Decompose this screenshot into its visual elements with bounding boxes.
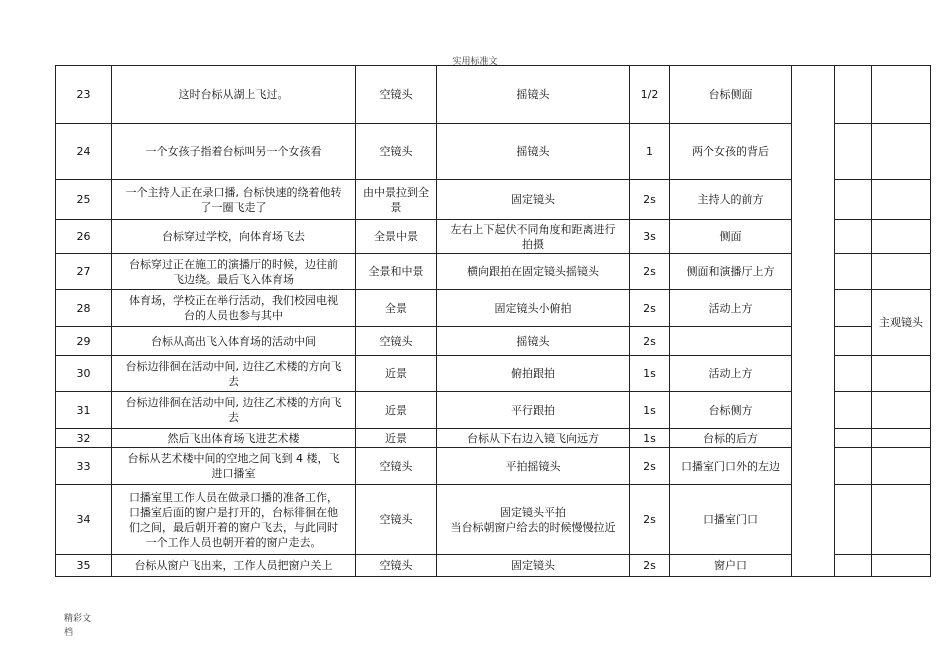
blank-cell xyxy=(835,485,872,555)
shot-size: 全景中景 xyxy=(356,220,437,254)
duration: 2s xyxy=(630,290,670,327)
scene-description: 台标穿过学校，向体育场飞去 xyxy=(112,220,356,254)
scene-description: 这时台标从湖上飞过。 xyxy=(112,66,356,124)
footer-line-2: 档 xyxy=(64,628,74,638)
camera-movement: 固定镜头 xyxy=(437,555,630,577)
shot-number: 35 xyxy=(56,555,112,577)
shot-number: 24 xyxy=(56,124,112,180)
shot-size: 空镜头 xyxy=(356,327,437,356)
shot-size: 近景 xyxy=(356,429,437,448)
shot-number: 29 xyxy=(56,327,112,356)
blank-cell xyxy=(835,429,872,448)
blank-cell xyxy=(835,327,872,356)
duration: 2s xyxy=(630,254,670,290)
camera-movement: 摇镜头 xyxy=(437,66,630,124)
footer-line-1: 精彩文 xyxy=(64,614,92,624)
blank-cell xyxy=(835,180,872,220)
duration: 2s xyxy=(630,180,670,220)
scene-description: 台标边徘徊在活动中间, 边往乙术楼的方向飞 去 xyxy=(112,392,356,429)
camera-angle: 侧面 xyxy=(670,220,792,254)
shot-number: 32 xyxy=(56,429,112,448)
duration: 2s xyxy=(630,327,670,356)
scene-description: 台标从高出飞入体育场的活动中间 xyxy=(112,327,356,356)
blank-cell xyxy=(872,124,931,180)
scene-description: 台标从窗户飞出来，工作人员把窗户关上 xyxy=(112,555,356,577)
camera-movement: 平拍摇镜头 xyxy=(437,448,630,485)
scene-description: 口播室里工作人员在做录口播的准备工作， 口播室后面的窗户是打开的，台标徘徊在他 们之间，最后朝开着的窗户飞去，与此同时 一个工作人员也朝开着的窗户走去。 xyxy=(112,485,356,555)
scene-description: 体育场，学校正在举行活动，我们校园电视 台的人员也参与其中 xyxy=(112,290,356,327)
blank-cell xyxy=(872,356,931,392)
shot-number: 26 xyxy=(56,220,112,254)
blank-cell xyxy=(872,392,931,429)
scene-description: 台标从艺术楼中间的空地之间飞到 4 楼，飞 进口播室 xyxy=(112,448,356,485)
page-footer xyxy=(64,612,104,640)
scene-description: 然后飞出体育场飞进艺术楼 xyxy=(112,429,356,448)
camera-angle: 口播室门口外的左边 xyxy=(670,448,792,485)
camera-angle: 台标侧方 xyxy=(670,392,792,429)
blank-cell xyxy=(835,555,872,577)
shot-size: 空镜头 xyxy=(356,66,437,124)
duration: 1s xyxy=(630,392,670,429)
duration: 2s xyxy=(630,448,670,485)
scene-description: 一个主持人正在录口播, 台标快速的绕着他转 了一圈飞走了 xyxy=(112,180,356,220)
storyboard-table xyxy=(55,65,931,577)
camera-angle: 侧面和演播厅上方 xyxy=(670,254,792,290)
blank-cell xyxy=(835,448,872,485)
shot-size: 全景 xyxy=(356,290,437,327)
shot-number: 27 xyxy=(56,254,112,290)
blank-cell xyxy=(872,448,931,485)
blank-cell xyxy=(835,290,872,327)
blank-cell xyxy=(872,555,931,577)
duration: 3s xyxy=(630,220,670,254)
camera-angle: 活动上方 xyxy=(670,356,792,392)
duration: 1 xyxy=(630,124,670,180)
camera-movement: 俯拍跟拍 xyxy=(437,356,630,392)
shot-size: 空镜头 xyxy=(356,485,437,555)
shot-size: 近景 xyxy=(356,392,437,429)
scene-description: 台标边徘徊在活动中间, 边往乙术楼的方向飞 去 xyxy=(112,356,356,392)
page-header: 实用标准文 xyxy=(452,57,498,67)
blank-cell xyxy=(872,66,931,124)
blank-column-1 xyxy=(792,66,835,577)
duration: 1s xyxy=(630,356,670,392)
camera-angle: 口播室门口 xyxy=(670,485,792,555)
shot-number: 28 xyxy=(56,290,112,327)
camera-movement: 横向跟拍在固定镜头摇镜头 xyxy=(437,254,630,290)
shot-size: 空镜头 xyxy=(356,555,437,577)
shot-number: 30 xyxy=(56,356,112,392)
camera-movement: 固定镜头 xyxy=(437,180,630,220)
blank-cell xyxy=(835,254,872,290)
camera-movement: 摇镜头 xyxy=(437,327,630,356)
camera-angle: 台标侧面 xyxy=(670,66,792,124)
shot-size: 全景和中景 xyxy=(356,254,437,290)
blank-cell xyxy=(872,220,931,254)
camera-angle xyxy=(670,327,792,356)
shot-number: 31 xyxy=(56,392,112,429)
duration: 1/2 xyxy=(630,66,670,124)
blank-cell xyxy=(872,180,931,220)
duration: 1s xyxy=(630,429,670,448)
camera-movement: 摇镜头 xyxy=(437,124,630,180)
shot-size: 空镜头 xyxy=(356,124,437,180)
table-row xyxy=(56,66,931,124)
camera-angle: 活动上方 xyxy=(670,290,792,327)
duration: 2s xyxy=(630,555,670,577)
duration: 2s xyxy=(630,485,670,555)
camera-movement: 左右上下起伏不同角度和距离进行 拍摄 xyxy=(437,220,630,254)
shot-number: 34 xyxy=(56,485,112,555)
blank-cell xyxy=(835,220,872,254)
camera-angle: 两个女孩的背后 xyxy=(670,124,792,180)
blank-cell xyxy=(872,485,931,555)
scene-description: 台标穿过正在施工的演播厅的时候，边往前 飞边绕。最后飞入体育场 xyxy=(112,254,356,290)
blank-cell xyxy=(835,356,872,392)
blank-cell xyxy=(872,429,931,448)
camera-movement: 平行跟拍 xyxy=(437,392,630,429)
camera-angle: 窗户口 xyxy=(670,555,792,577)
camera-movement: 台标从下右边入镜飞向远方 xyxy=(437,429,630,448)
camera-angle: 主持人的前方 xyxy=(670,180,792,220)
shot-size: 由中景拉到全 景 xyxy=(356,180,437,220)
blank-cell xyxy=(835,124,872,180)
shot-number: 33 xyxy=(56,448,112,485)
blank-cell xyxy=(835,66,872,124)
shot-number: 23 xyxy=(56,66,112,124)
blank-cell xyxy=(872,254,931,290)
scene-description: 一个女孩子指着台标叫另一个女孩看 xyxy=(112,124,356,180)
camera-angle: 台标的后方 xyxy=(670,429,792,448)
side-note: 主观镜头 xyxy=(872,290,931,356)
camera-movement: 固定镜头平拍 当台标朝窗户给去的时候慢慢拉近 xyxy=(437,485,630,555)
shot-size: 空镜头 xyxy=(356,448,437,485)
shot-number: 25 xyxy=(56,180,112,220)
blank-cell xyxy=(835,392,872,429)
shot-size: 近景 xyxy=(356,356,437,392)
camera-movement: 固定镜头小俯拍 xyxy=(437,290,630,327)
